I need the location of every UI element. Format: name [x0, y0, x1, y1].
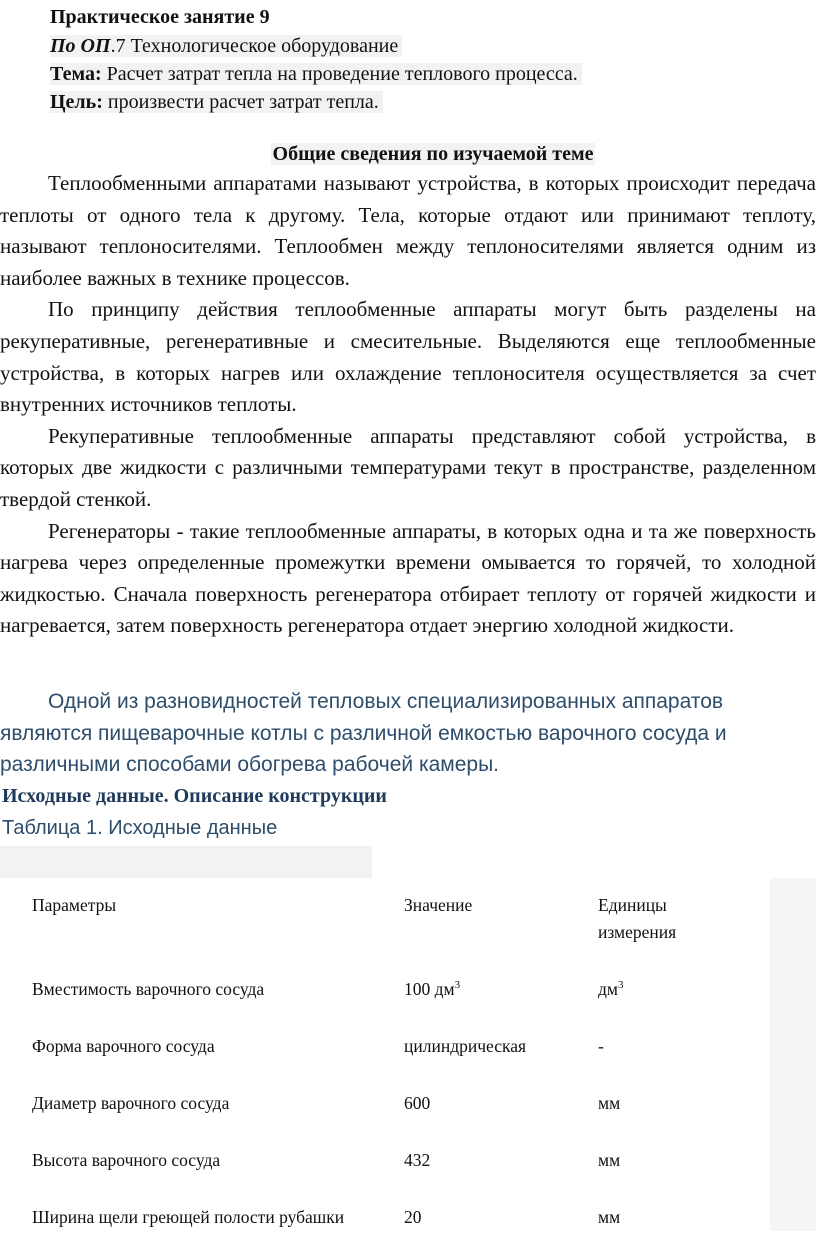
course-line: По ОП.7 Технологическое оборудование [50, 33, 402, 59]
table-header-row [0, 878, 744, 960]
initial-data-heading: Исходные данные. Описание конструкции [2, 785, 387, 807]
header-cell: Значение [404, 895, 473, 915]
highlighted-paragraph: Одной из разновидностей тепловых специализированных аппаратов являются пищеварочные котлы с различной емкостью варочного сосуда и различными способами обогрева рабочей камеры. [0, 690, 727, 777]
table-row [0, 1188, 744, 1245]
table-cell: мм [598, 1207, 621, 1227]
table-cell: - [598, 1036, 604, 1056]
header-cell: Единицы измерения [598, 895, 677, 942]
table-cell: $дм^3$ [598, 979, 624, 999]
initial-data-table [0, 878, 744, 1245]
table-shade-strip [0, 846, 372, 878]
paragraph: Рекуперативные теплообменные аппараты представляют собой устройства, в которых две жидкости с различными температурами текут в пространстве, разделенном твердой стенкой. [0, 423, 816, 511]
table-cell: мм [598, 1150, 621, 1170]
table-cell: 432 [404, 1150, 431, 1170]
table-cell: Ширина щели греющей полости рубашки [32, 1207, 345, 1227]
section-title: Общие сведения по изучаемой теме [272, 143, 594, 165]
paragraph: По принципу действия теплообменные аппараты могут быть разделены на рекуперативные, регенеративные и смесительные. Выделяются еще теплообменные устройства, в которых нагрев или охлаждение теплоносителя осуществляется за счет внутренних источников теплоты. [0, 297, 816, 417]
table-cell: 600 [404, 1093, 431, 1113]
table-row [0, 1017, 744, 1074]
paragraph: Регенераторы - такие теплообменные аппараты, в которых одна и та же поверхность нагрева через определенные промежутки времени омывается то горячей, то холодной жидкостью. Сначала поверхность регенератора отбирает теплоту от горячей жидкости и нагревается, затем поверхность регенератора отдает энергию холодной жидкости. [0, 518, 816, 638]
table-row [0, 1074, 744, 1131]
table-cell: 100 $дм^3$ [404, 979, 461, 999]
header-cell: Параметры [32, 895, 117, 915]
table-cell: Вместимость варочного сосуда [32, 979, 265, 999]
table-cell: Диаметр варочного сосуда [32, 1093, 230, 1113]
table-cell: Высота варочного сосуда [32, 1150, 221, 1170]
table-shade-column [770, 878, 816, 1231]
table-cell: цилиндрическая [404, 1036, 527, 1056]
table-row [0, 1131, 744, 1188]
paragraph: Теплообменными аппаратами называют устройства, в которых происходит передача теплоты от одного тела к другому. Тела, которые отдают или принимают теплоту, называют теплоносителями. Теплообмен между теплоносителями является одним из наиболее важных в технике процессов. [0, 171, 816, 290]
table-cell: мм [598, 1093, 621, 1113]
topic-line: Тема: Расчет затрат тепла на проведение теплового процесса. [50, 61, 582, 87]
body-text [0, 168, 816, 642]
table-cell: Форма варочного сосуда [32, 1036, 215, 1056]
goal-line: Цель: произвести расчет затрат тепла. [50, 89, 383, 115]
table-row [0, 960, 744, 1017]
table-caption: Таблица 1. Исходные данные [2, 817, 278, 839]
lesson-title: Практическое занятие 9 [50, 6, 270, 28]
table-cell: 20 [404, 1207, 422, 1227]
